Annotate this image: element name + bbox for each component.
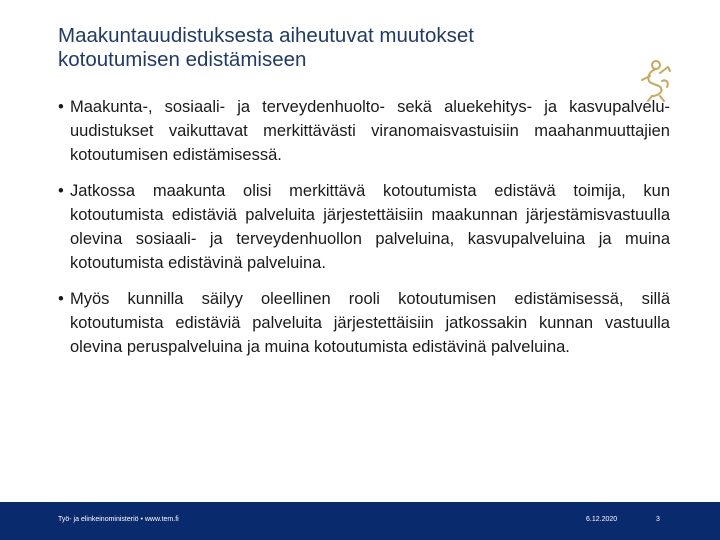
slide-title-line-1: Maakuntauudistuksesta aiheutuvat muutokset: [58, 24, 474, 47]
bullet-marker: •: [58, 290, 64, 308]
bullet-marker: •: [58, 98, 64, 116]
bullet-item: [58, 287, 670, 359]
footer-page-number: 3: [656, 516, 660, 523]
bullet-text: Maakunta-, sosiaali- ja terveydenhuolto- sekä aluekehitys- ja kasvupalvelu-uudistukset vaikuttavat merkittävästi viranomaisvastuisiin maahanmuuttajien kotoutumisen edistämisessä.: [70, 98, 670, 164]
bullet-marker: •: [58, 182, 64, 200]
bullet-item: [58, 179, 670, 275]
bullet-text: Jatkossa maakunta olisi merkittävä kotoutumista edistävä toimija, kun kotoutumista edistäviä palveluita järjestettäisiin maakunnan järjestämisvastuulla olevina sosiaali- ja terveydenhuollon palveluina, kasvupalveluina ja muina kotoutumista edistävinä palveluina.: [70, 182, 670, 272]
slide-title-line-2: kotoutumisen edistämiseen: [58, 48, 307, 71]
bullet-list: [58, 95, 670, 371]
footer-date: 6.12.2020: [586, 516, 618, 523]
slide-title: [58, 24, 628, 72]
footer-bar: [0, 502, 720, 540]
bullet-text: Myös kunnilla säilyy oleellinen rooli kotoutumisen edistämisessä, sillä kotoutumista edistäviä palveluita järjestettäisiin jatkossakin kunnan vastuulla olevina peruspalveluina ja muina kotoutumista edistävinä palveluina.: [70, 290, 670, 356]
footer-organization: Työ- ja elinkeinoministeriö • www.tem.fi: [58, 516, 179, 523]
bullet-item: [58, 95, 670, 167]
